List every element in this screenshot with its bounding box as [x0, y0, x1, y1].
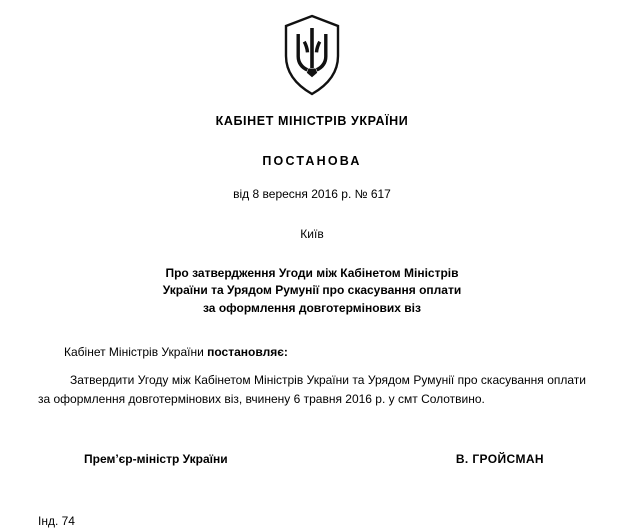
document-city: Київ [300, 227, 324, 241]
document-type: ПОСТАНОВА [262, 154, 362, 168]
resolution-keyword: постановляє: [207, 345, 288, 360]
signature-block [38, 452, 586, 466]
document-index: Інд. 74 [38, 514, 75, 528]
document-subject-line-3: за оформлення довготермінових віз [203, 300, 421, 315]
ukraine-coat-of-arms-tryzub-icon [280, 0, 344, 96]
document-subject [38, 265, 586, 317]
resolution-statement [38, 345, 586, 359]
signature-title: Прем’єр-міністр України [84, 452, 228, 467]
signature-name: В. ГРОЙСМАН [455, 452, 544, 467]
document-body [38, 371, 586, 408]
resolution-prefix: Кабінет Міністрів України [64, 345, 208, 360]
organization-title: КАБІНЕТ МІНІСТРІВ УКРАЇНИ [215, 114, 409, 128]
document-subject-line-1: Про затвердження Угоди між Кабінетом Міністрів [165, 266, 459, 280]
document-body-text: Затвердити Угоду між Кабінетом Міністрів України та Урядом Румунії про скасування оплати за оформлення довготермінових віз, вчинену 6 травня 2016 р. у смт Солотвино. [38, 373, 586, 406]
document-date-number: від 8 вересня 2016 р. № 617 [233, 187, 391, 201]
document-subject-line-2: України та Урядом Румунії про скасування оплати [162, 283, 462, 298]
